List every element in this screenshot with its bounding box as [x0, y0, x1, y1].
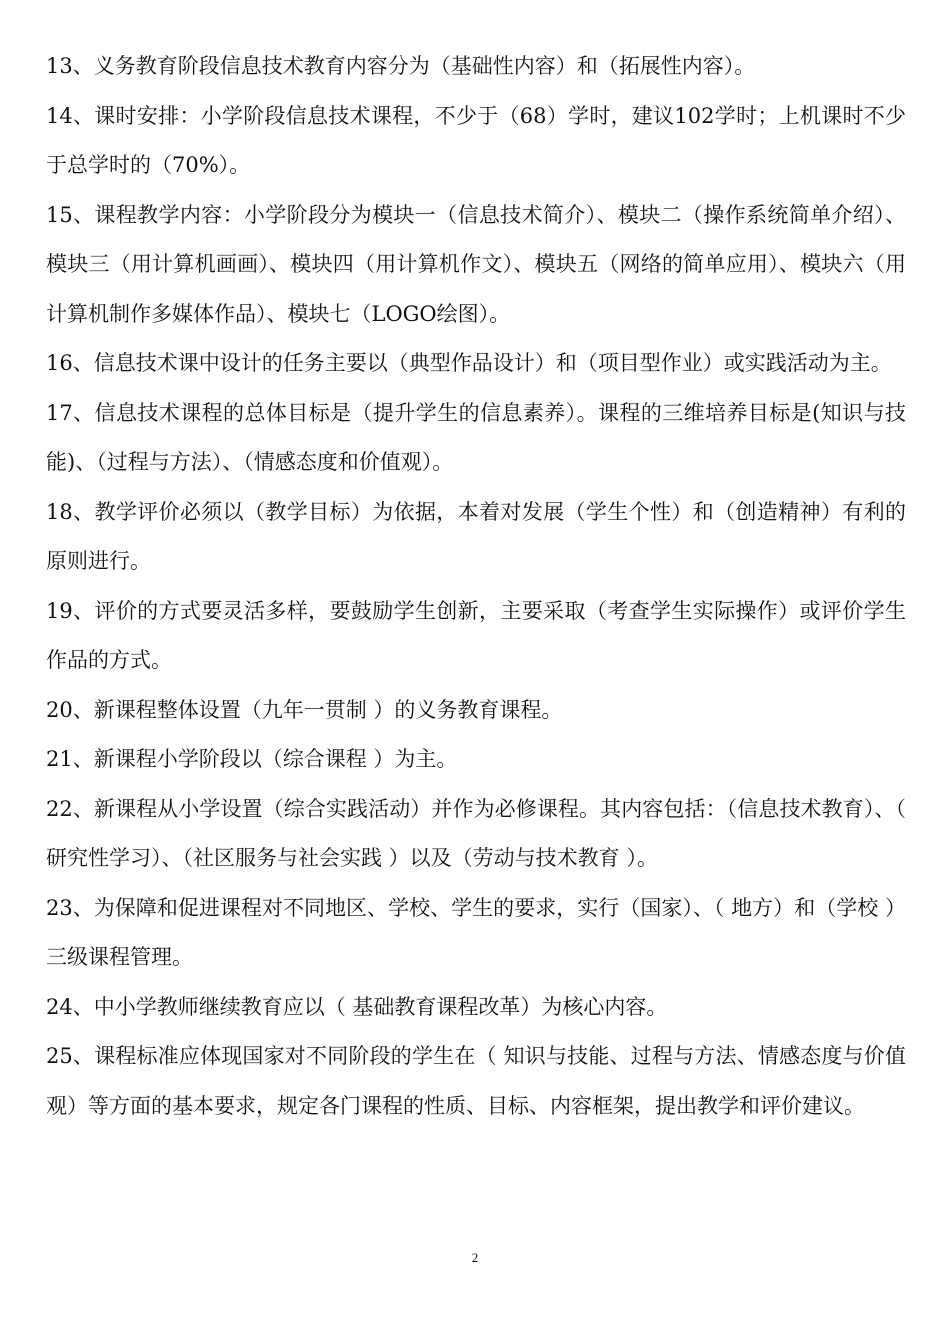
- question-17: 17、信息技术课程的总体目标是（提升学生的信息素养）。课程的三维培养目标是(知识与技能)、（过程与方法）、（情感态度和价值观）。: [46, 400, 906, 474]
- question-16: 16、信息技术课中设计的任务主要以（典型作品设计）和（项目型作业）或实践活动为主。: [46, 351, 892, 375]
- question-18: 18、教学评价必须以（教学目标）为依据，本着对发展（学生个性）和（创造精神）有利的原则进行。: [46, 499, 906, 573]
- question-14: 14、课时安排：小学阶段信息技术课程，不少于（68）学时，建议102学时；上机课时不少于总学时的（70%）。: [46, 103, 906, 177]
- question-15: 15、课程教学内容：小学阶段分为模块一（信息技术简介）、模块二（操作系统简单介绍）、模块三（用计算机画画）、模块四（用计算机作文）、模块五（网络的简单应用）、模块六（用计算机制作多媒体作品）、模块七（LOGO绘图）。: [46, 202, 906, 326]
- question-25: 25、课程标准应体现国家对不同阶段的学生在（ 知识与技能、过程与方法、情感态度与价值观）等方面的基本要求，规定各门课程的性质、目标、内容框架，提出教学和评价建议。: [46, 1044, 906, 1118]
- page-number: 2: [471, 1250, 479, 1265]
- question-24: 24、中小学教师继续教育应以（ 基础教育课程改革）为核心内容。: [46, 994, 668, 1019]
- question-23: 23、为保障和促进课程对不同地区、学校、学生的要求，实行（国家）、（ 地方）和（学校 ）三级课程管理。: [46, 895, 906, 969]
- document-body: [46, 42, 906, 1131]
- question-13: 13、义务教育阶段信息技术教育内容分为（基础性内容）和（拓展性内容）。: [46, 54, 756, 78]
- question-21: 21、新课程小学阶段以（综合课程 ）为主。: [46, 747, 458, 771]
- question-22: 22、新课程从小学设置（综合实践活动）并作为必修课程。其内容包括：（信息技术教育）、（ 研究性学习）、（社区服务与社会实践 ）以及（劳动与技术教育 ）。: [46, 796, 906, 870]
- question-20: 20、新课程整体设置（九年一贯制 ）的义务教育课程。: [46, 697, 563, 722]
- question-19: 19、评价的方式要灵活多样，要鼓励学生创新，主要采取（考查学生实际操作）或评价学生作品的方式。: [46, 598, 906, 672]
